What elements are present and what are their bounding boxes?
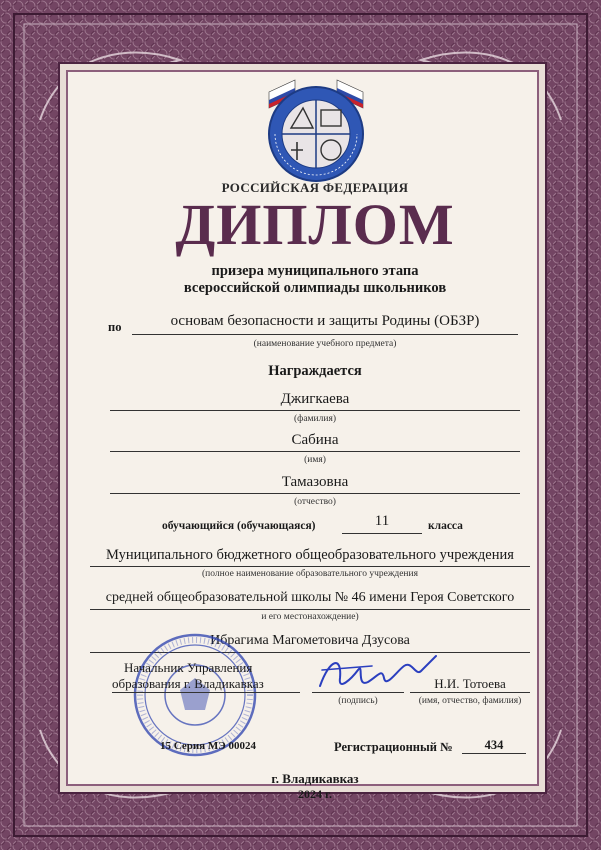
subject-value: основам безопасности и защиты Родины (ОБЗР) — [170, 313, 480, 329]
subject-prefix: по — [108, 320, 122, 334]
institution-line-3: Ибрагима Магометовича Дзусова — [210, 633, 410, 648]
subject-underline — [132, 334, 518, 335]
name-value: Сабина — [291, 432, 339, 448]
signer-name-underline — [410, 692, 530, 693]
series-number: 15 Серия МЭ 00024 — [160, 740, 256, 752]
grade-value: 11 — [374, 513, 390, 529]
patronymic-value: Тамазовна — [281, 474, 349, 490]
awardee-heading: Награждается — [268, 363, 362, 379]
registration-number: 434 — [484, 738, 504, 752]
institution-line-2: средней общеобразовательной школы № 46 имени Героя Советского — [105, 590, 515, 605]
institution-caption-1: (полное наименование образовательного учреждения — [202, 569, 418, 579]
olympiad-emblem — [255, 70, 377, 190]
city-label: г. Владикавказ — [271, 771, 359, 786]
name-caption: (имя) — [304, 455, 326, 465]
diploma-title: ДИПЛОМ — [175, 192, 455, 257]
grade-underline — [342, 533, 422, 534]
surname-caption: (фамилия) — [294, 414, 336, 424]
institution-caption-2: и его местонахождение) — [261, 612, 359, 622]
signer-position-line-1: Начальник Управления — [124, 660, 253, 675]
surname-value: Джигкаева — [280, 391, 350, 407]
name-underline — [110, 451, 520, 452]
signer-position-underline — [112, 692, 300, 693]
surname-underline — [110, 410, 520, 411]
country-label: РОССИЙСКАЯ ФЕДЕРАЦИЯ — [221, 180, 409, 195]
subject-caption: (наименование учебного предмета) — [253, 339, 397, 349]
year-label: 2024 г. — [297, 787, 333, 801]
patronymic-caption: (отчество) — [294, 497, 336, 507]
signer-position-line-2: образования г. Владикавказ — [112, 676, 264, 691]
subtitle-line-1: призера муниципального этапа — [211, 263, 419, 279]
patronymic-underline — [110, 493, 520, 494]
signer-name: Н.И. Тотоева — [434, 676, 506, 691]
signature-underline — [312, 692, 404, 693]
institution-underline-2 — [90, 609, 530, 610]
grade-label: обучающийся (обучающаяся) — [162, 520, 316, 532]
grade-suffix: класса — [428, 520, 463, 532]
registration-underline — [462, 753, 526, 754]
registration-label: Регистрационный № — [334, 740, 453, 754]
institution-line-1: Муниципального бюджетного общеобразовательного учреждения — [106, 547, 514, 563]
institution-underline-1 — [90, 566, 530, 567]
signer-name-caption: (имя, отчество, фамилия) — [418, 696, 522, 706]
signature-caption: (подпись) — [338, 696, 378, 706]
subtitle-line-2: всероссийской олимпиады школьников — [183, 280, 447, 296]
